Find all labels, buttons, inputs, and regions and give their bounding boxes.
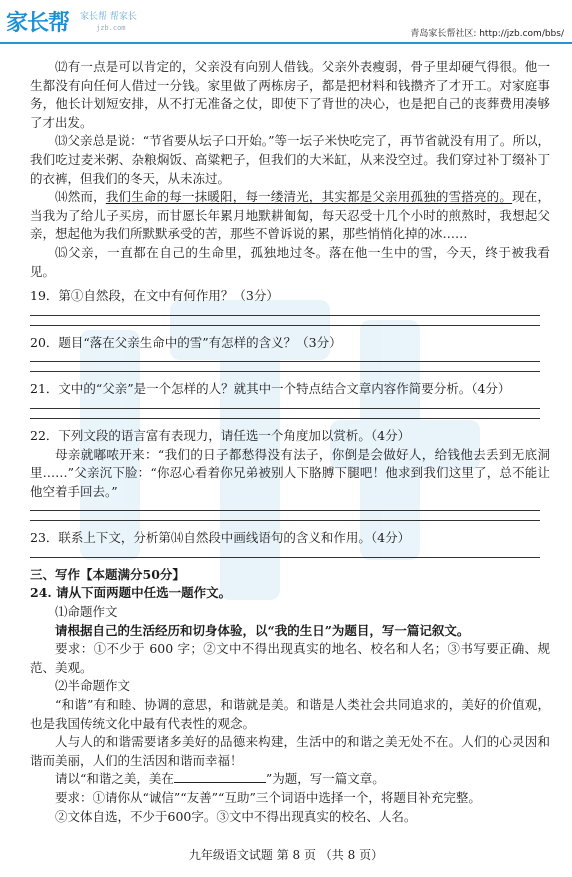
answer-line[interactable] bbox=[30, 510, 540, 511]
answer-line[interactable] bbox=[30, 418, 540, 419]
answer-line[interactable] bbox=[30, 361, 540, 362]
option-2-requirements-1: 要求：①请你从“诚信”“友善”“互助”三个词语中选择一个，将题目补充完整。 bbox=[55, 790, 481, 805]
paragraph-13: ⒀父亲总是说：“节省要从坛子口开始。”等一坛子米快吃完了，再节省就没有用了。所以，我们吃过麦米粥、杂粮焖饭、高粱粑子，但我们的大米缸，从来没空过。我们穿过补丁缀补丁的衣裤，但我们的冬天，从未冻过。 bbox=[30, 133, 550, 186]
question-20: 20．题目“落在父亲生命中的雪”有怎样的含义？（3分） bbox=[30, 334, 342, 350]
header-divider bbox=[0, 42, 572, 44]
option-2-para-2: 人与人的和谐需要诸多美好的品德来构建，生活中的和谐之美无处不在。人们的心灵因和谐而美丽，人们的生活因和谐而幸福！ bbox=[30, 734, 550, 768]
paragraph-12: ⑿有一点是可以肯定的，父亲没有向别人借钱。父亲外表瘦弱，骨子里却硬气得很。他一生都没有向任何人借过一分钱。家里做了两栋房子，都是把材料和钱攒齐了才开工。对家庭事务，他长计划短安排，从不打无准备之仗，即使下了背世的决心，也是把自己的丧葬费用凑够了才出发。 bbox=[30, 59, 550, 130]
question-22: 22．下列文段的语言富有表现力，请任选一个角度加以赏析。（4分） bbox=[30, 427, 411, 443]
option-1-requirements: 要求：①不少于 600 字；②文中不得出现真实的地名、校名和人名；③书写要正确、规范、美观。 bbox=[30, 641, 550, 675]
question-21: 21．文中的“父亲”是一个怎样的人？就其中一个特点结合文章内容作简要分析。（4分） bbox=[30, 381, 511, 397]
answer-line[interactable] bbox=[30, 408, 540, 409]
option-2-title: ⑵半命题作文 bbox=[55, 678, 131, 694]
answer-line[interactable] bbox=[30, 520, 540, 521]
question-19: 19．第①自然段，在文中有何作用？（3分） bbox=[30, 288, 279, 304]
option-1-title: ⑴命题作文 bbox=[55, 604, 118, 620]
option-2-para-1: “和谐”有和睦、协调的意思，和谐就是美。和谐是人类社会共同追求的，美好的价值观，也是我国传统文化中最有代表性的观念。 bbox=[30, 697, 550, 731]
answer-line[interactable] bbox=[30, 557, 540, 558]
answer-line[interactable] bbox=[30, 325, 540, 326]
jzb-logo: 家长帮 bbox=[6, 11, 70, 36]
option-1-prompt: 请根据自己的生活经历和切身体验，以“我的生日”为题目，写一篇记叙文。 bbox=[55, 622, 470, 638]
title-blank[interactable] bbox=[174, 770, 266, 783]
paragraph-14-rest: 现在，当我为了给儿子买房，而甘愿长年累月地默耕匍匐，每天忍受十几个小时的煎熬时，我想起父亲，想起他为我们所默默承受的苦，那些不曾诉说的累，那些悄悄化掉的冰…… bbox=[30, 189, 550, 242]
option-2-requirements-2: ②文体自选，不少于600字。③文中不得出现真实的校名、人名。 bbox=[55, 808, 417, 824]
answer-line[interactable] bbox=[30, 371, 540, 372]
logo-domain: jzb.com bbox=[96, 24, 126, 32]
paragraph-14-start: ⒁然而， bbox=[55, 189, 106, 205]
question-22-excerpt: 母亲就嘟哝开来：“我们的日子都愁得没有法子，你倒是会做好人，给钱他去丢到无底洞里……”父亲沉下脸：“你忍心看着你兄弟被别人下胳膊下腿吧！他求到我们这里了，总不能让他空着手回去。” bbox=[30, 446, 550, 499]
site-url: 青岛家长帮社区: http://jzb.com/bbs/ bbox=[410, 29, 564, 39]
paragraph-15: ⒂父亲，一直都在自己的生命里，孤独地过冬。落在他一生中的雪，今天，终于被我看见。 bbox=[30, 244, 550, 279]
question-23: 23．联系上下文，分析第⒁自然段中画线语句的含义和作用。（4分） bbox=[30, 530, 411, 546]
paragraph-14 bbox=[30, 188, 550, 244]
page-header bbox=[0, 0, 572, 46]
underlined-sentence: 我们生命的每一抹暖阳，每一缕清光，其实都是父亲用孤独的雪搭亮的。 bbox=[105, 189, 513, 205]
question-24: 24. 请从下面两题中任选一题作文。 bbox=[30, 585, 232, 601]
answer-line[interactable] bbox=[30, 315, 540, 316]
option-2-prompt: 请以“和谐之美，美在 ”为题，写一篇文章。 bbox=[55, 771, 385, 787]
exam-content bbox=[30, 58, 550, 826]
page-footer: 九年级语文试题 第 8 页 （共 8 页） bbox=[188, 848, 384, 862]
writing-section-title: 三、写作【本题满分50分】 bbox=[30, 566, 185, 582]
logo-slogan: 家长帮 帮家长 bbox=[80, 12, 137, 22]
